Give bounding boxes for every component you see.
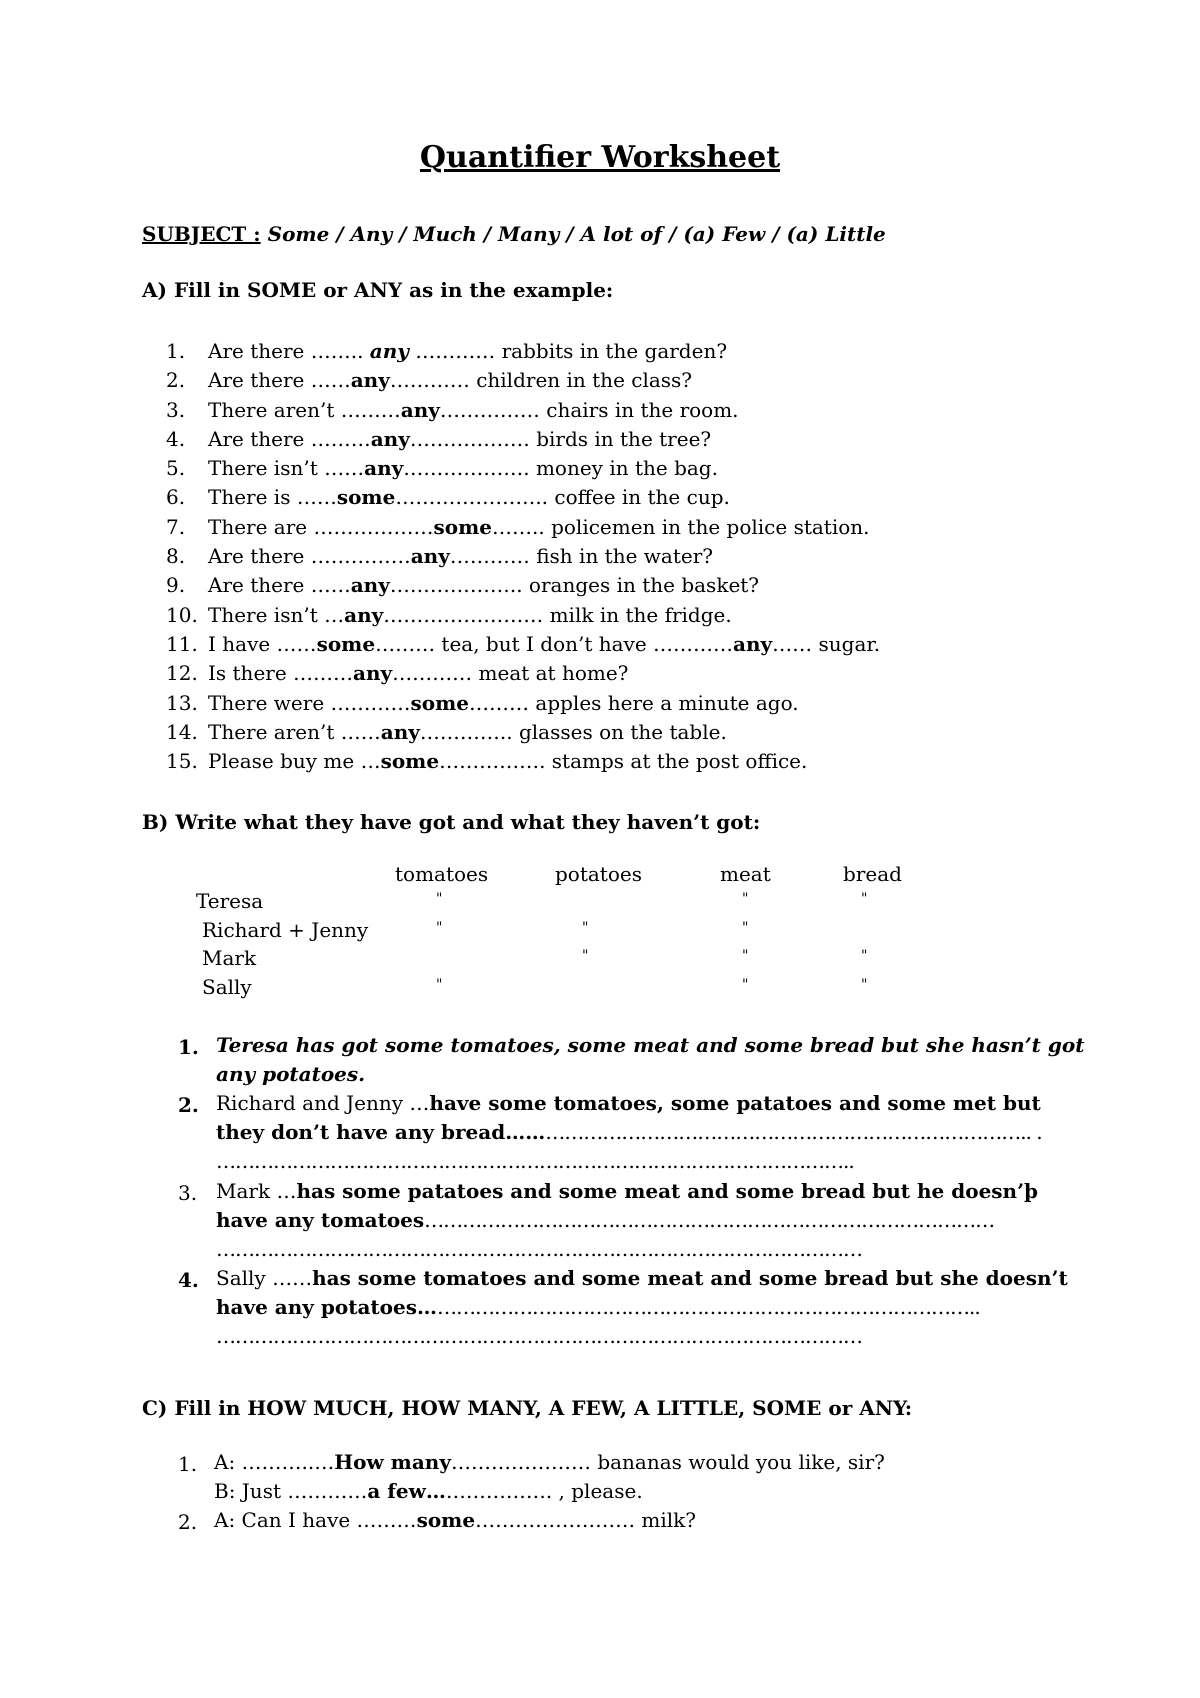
check-mark: " <box>861 948 868 964</box>
text-post: ……………. stamps at the post office. <box>439 749 808 774</box>
text-pre: Are there ……… <box>208 426 371 451</box>
item-text <box>208 747 807 776</box>
text-post: ……… tea, but I don’t have ………… <box>375 631 734 656</box>
check-mark: " <box>742 977 749 993</box>
table-column-header: potatoes <box>555 862 642 886</box>
text-pre: Please buy me … <box>208 749 381 774</box>
text-pre: There are ……………… <box>208 514 434 539</box>
text-pre: There is …… <box>208 485 337 510</box>
answer-dots: ………………………………………………………………………………………… <box>216 1324 862 1348</box>
text-pre: A: ………..… <box>214 1450 335 1474</box>
check-mark: " <box>582 948 589 964</box>
item-number: 7. <box>166 514 186 539</box>
answer-word: any <box>369 339 409 363</box>
item-text <box>208 571 759 600</box>
answer-word: some <box>410 690 470 715</box>
answer-word: some <box>380 749 440 774</box>
answer-bold: they don’t have any bread…… <box>216 1120 546 1144</box>
table-column-header: meat <box>720 862 771 886</box>
text-post: ………………….. coffee in the cup. <box>395 485 730 510</box>
item-text <box>208 396 739 425</box>
answer-bold: has some patatoes and some meat and some bread but he doesn’þ <box>296 1179 1039 1203</box>
section-a-heading: A) Fill in SOME or ANY as in the example: <box>142 278 614 302</box>
text-post: ………………. money in the bag. <box>403 456 718 481</box>
item-text <box>208 659 628 688</box>
text-post: …… sugar. <box>772 631 881 656</box>
item-text <box>208 337 727 366</box>
table-row-label: Mark <box>202 946 257 970</box>
text-post: …………………… milk in the fridge. <box>383 602 732 627</box>
text-post: ……………… birds in the tree? <box>409 426 712 451</box>
dialogue-line-a <box>214 1448 885 1477</box>
answer-text <box>216 1118 1042 1147</box>
answer-dots: ………………………………………………………………………….. <box>436 1295 980 1319</box>
check-mark: " <box>436 977 443 993</box>
text-pre: B: Just ………… <box>214 1479 368 1503</box>
item-number: 5. <box>166 456 186 481</box>
item-number: 14. <box>166 719 198 744</box>
dialogue-line-a <box>214 1506 696 1535</box>
answer-text <box>216 1206 994 1235</box>
answer-word: any <box>350 368 390 393</box>
item-text <box>208 718 727 747</box>
text-pre: Are there …… <box>208 573 351 598</box>
table-row-label: Teresa <box>196 889 264 913</box>
answer-word: any <box>353 661 393 686</box>
text-pre: There isn’t … <box>208 602 345 627</box>
subject-label: SUBJECT : <box>142 222 261 246</box>
text-post: ………….. glasses on the table. <box>419 719 727 744</box>
answer-prefix: Mark … <box>216 1179 297 1203</box>
table-column-header: tomatoes <box>395 862 489 886</box>
table-row-label: Richard + Jenny <box>202 918 369 942</box>
item-number: 6. <box>166 485 186 510</box>
text-pre: Are there …… <box>208 368 351 393</box>
answer-bold: have any tomatoes <box>216 1208 425 1232</box>
section-b-heading: B) Write what they have got and what they haven’t got: <box>142 810 761 834</box>
check-mark: " <box>861 977 868 993</box>
check-mark: " <box>861 891 868 907</box>
subject-value: Some / Any / Much / Many / A lot of / (a) Few / (a) Little <box>260 222 886 246</box>
answer-word: any <box>350 573 390 598</box>
item-number: 2. <box>166 368 186 393</box>
text-post: ………………… bananas would you like, sir? <box>450 1450 885 1474</box>
item-text <box>208 689 799 718</box>
subject-line <box>142 222 886 246</box>
answer-word: any <box>400 397 440 422</box>
text-pre: Are there …………… <box>208 544 411 569</box>
answer-number: 2. <box>178 1093 199 1117</box>
section-c-heading: C) Fill in HOW MUCH, HOW MANY, A FEW, A LITTLE, SOME or ANY: <box>142 1396 913 1420</box>
item-text <box>208 601 732 630</box>
check-mark: " <box>436 891 443 907</box>
item-number: 2. <box>178 1510 198 1534</box>
text-pre: Are there …….. <box>208 339 370 363</box>
item-number: 13. <box>166 690 198 715</box>
answer-bold: some <box>416 1508 476 1532</box>
check-mark: " <box>742 948 749 964</box>
item-number: 4. <box>166 426 186 451</box>
answer-word: any <box>733 631 773 656</box>
item-text <box>208 366 692 395</box>
item-number: 8. <box>166 544 186 569</box>
text-post: ………… fish in the water? <box>449 544 713 569</box>
text-post: ……………….. oranges in the basket? <box>389 573 760 598</box>
text-post: …………… chairs in the room. <box>439 397 739 422</box>
item-number: 3. <box>166 397 186 422</box>
answer-text <box>216 1089 1041 1118</box>
answer-bold: have some tomatoes, some patatoes and some met but <box>429 1091 1041 1115</box>
answer-text <box>216 1264 1068 1293</box>
answer-dots: ……………………………………………………………………………………….. <box>216 1149 854 1173</box>
answer-text <box>216 1293 980 1322</box>
item-number: 12. <box>166 661 198 686</box>
answer-number: 4. <box>178 1268 199 1292</box>
answer-word: any <box>364 456 404 481</box>
answer-dots: ………………………………………………………………………………………… <box>216 1237 862 1261</box>
table-column-header: bread <box>843 862 902 886</box>
answer-bold: have any potatoes… <box>216 1295 437 1319</box>
check-mark: " <box>582 920 589 936</box>
item-number: 10. <box>166 602 198 627</box>
answer-text: Teresa has got some tomatoes, some meat and some bread but she hasn’t got <box>216 1033 1085 1057</box>
answer-word: any <box>370 426 410 451</box>
item-number: 1. <box>166 339 186 363</box>
text-post: ………… meat at home? <box>392 661 629 686</box>
item-number: 15. <box>166 749 198 774</box>
text-post: ………… rabbits in the garden? <box>408 339 728 363</box>
item-text <box>208 630 880 659</box>
answer-text: any potatoes. <box>216 1062 366 1086</box>
answer-prefix: Richard and Jenny … <box>216 1091 430 1115</box>
answer-bold: How many <box>334 1450 451 1474</box>
dialogue-line-b <box>214 1477 643 1506</box>
text-post: …….. policemen in the police station. <box>492 514 870 539</box>
answer-prefix: Sally …… <box>216 1266 313 1290</box>
answer-word: some <box>433 514 492 539</box>
answer-text <box>216 1177 1038 1206</box>
text-pre: There aren’t ……… <box>208 397 401 422</box>
check-mark: " <box>742 891 749 907</box>
text-post: ……… apples here a minute ago. <box>469 690 799 715</box>
answer-word: any <box>344 602 384 627</box>
check-mark: " <box>436 920 443 936</box>
item-text <box>208 454 718 483</box>
item-text <box>208 542 713 571</box>
item-text <box>208 425 711 454</box>
answer-bold: a few… <box>367 1479 446 1503</box>
item-number: 11. <box>166 631 198 656</box>
answer-word: any <box>410 544 450 569</box>
table-row-label: Sally <box>202 975 252 999</box>
answer-word: some <box>316 631 376 656</box>
item-number: 1. <box>178 1452 198 1476</box>
text-pre: Is there ……… <box>208 661 354 686</box>
text-post: ………… children in the class? <box>389 368 693 393</box>
answer-word: any <box>380 719 420 744</box>
answer-number: 3. <box>178 1181 198 1205</box>
text-post: …………………… milk? <box>475 1508 697 1532</box>
check-mark: " <box>742 920 749 936</box>
answer-dots: ……………………………………………………………………………… <box>424 1208 995 1232</box>
text-pre: There isn’t …… <box>208 456 365 481</box>
item-text <box>208 513 870 542</box>
text-post: ……………. , please. <box>445 1479 643 1503</box>
answer-number: 1. <box>178 1035 199 1059</box>
answer-dots: ………………………………………………………………….. . <box>545 1120 1042 1144</box>
text-pre: A: Can I have ……… <box>214 1508 417 1532</box>
text-pre: There were ………… <box>208 690 411 715</box>
answer-bold: has some tomatoes and some meat and some bread but she doesn’t <box>312 1266 1068 1290</box>
page-title: Quantifier Worksheet <box>419 140 781 175</box>
item-text <box>208 483 730 512</box>
answer-word: some <box>336 485 396 510</box>
item-number: 9. <box>166 573 186 598</box>
text-pre: There aren’t …… <box>208 719 381 744</box>
text-pre: I have …… <box>208 631 317 656</box>
